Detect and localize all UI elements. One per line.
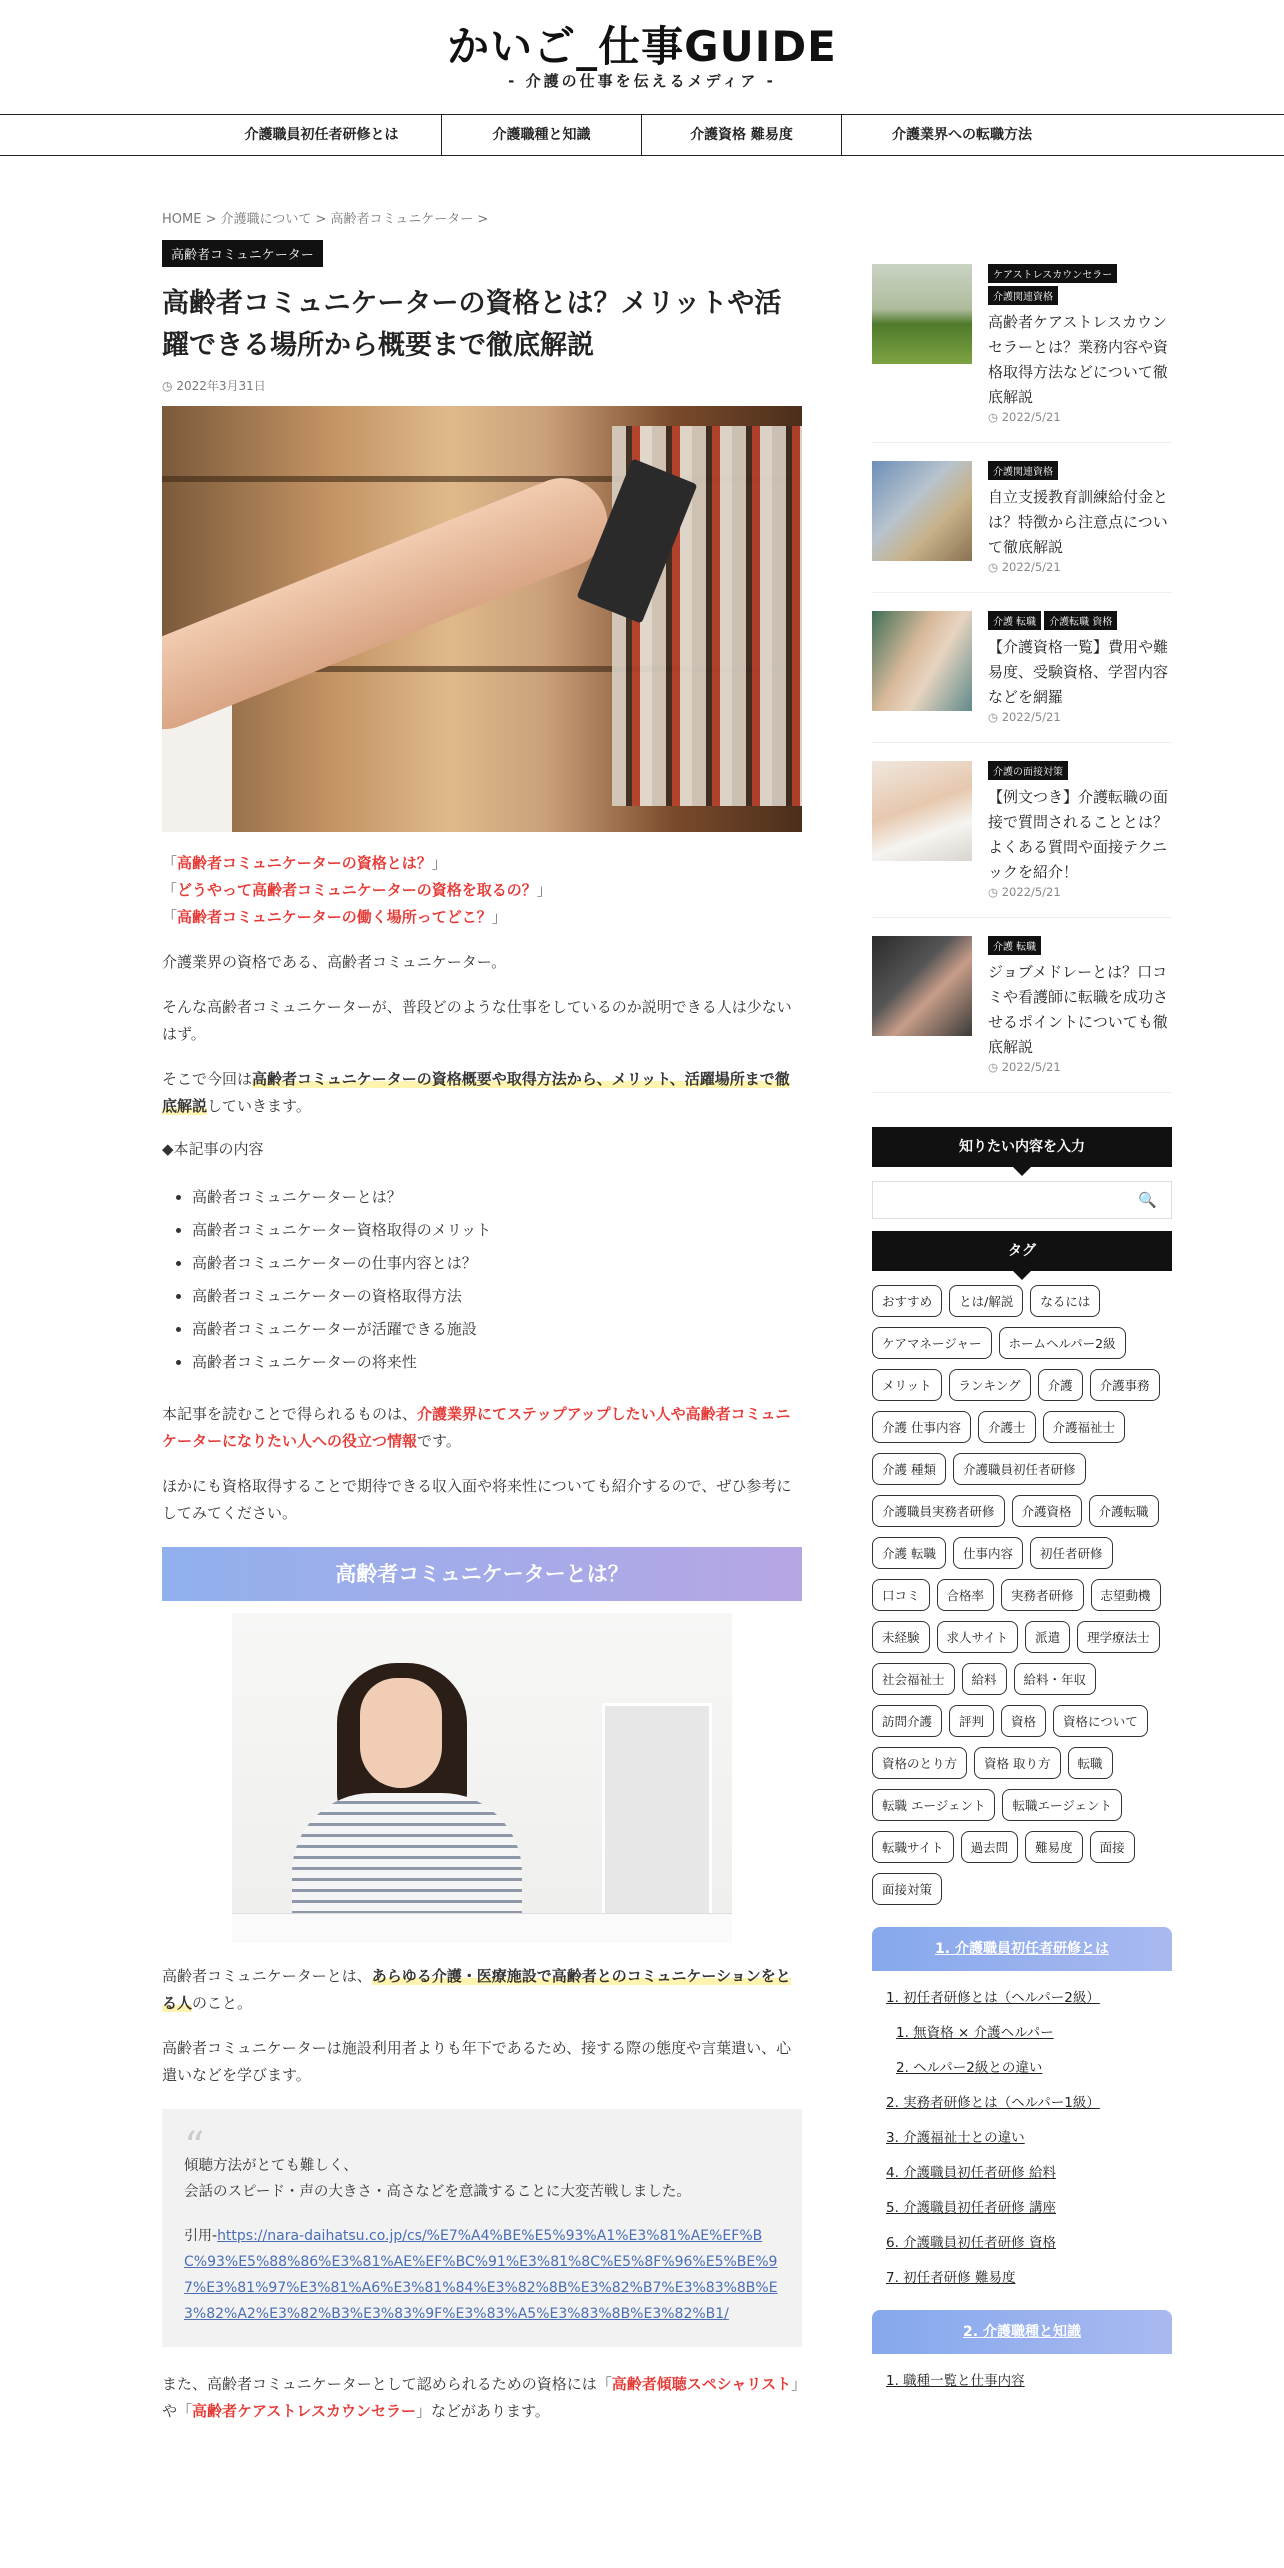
section-heading: 高齢者コミュニケーターとは？	[162, 1547, 802, 1601]
tag-link[interactable]: 訪問介護	[872, 1705, 942, 1737]
post-tag[interactable]: 介護関連資格	[988, 461, 1058, 480]
nav-item-nanido[interactable]: 介護資格 難易度	[642, 115, 842, 155]
paragraph: また、高齢者コミュニケーターとして認められるための資格には「高齢者傾聴スペシャリスト」や「高齢者ケアストレスカウンセラー」などがあります。	[162, 2375, 799, 2420]
tag-link[interactable]: 資格について	[1053, 1705, 1148, 1737]
sidebar-post-date: ◷ 2022/5/21	[988, 410, 1061, 424]
tag-link[interactable]: おすすめ	[872, 1285, 942, 1317]
paragraph: 本記事を読むことで得られるものは、介護業界にてステップアップしたい人や高齢者コミュニケーターになりたい人への役立つ情報です。	[162, 1405, 791, 1450]
tag-link[interactable]: 介護福祉士	[1043, 1411, 1126, 1443]
list-item: • 高齢者コミュニケーターの将来性	[192, 1346, 802, 1379]
post-date-text: 2022年3月31日	[176, 379, 266, 393]
tag-link[interactable]: 転職 エージェント	[872, 1789, 995, 1821]
toc-widget-1	[872, 1927, 1172, 2296]
list-item: • 高齢者コミュニケーターとは？	[192, 1181, 802, 1214]
quote-line: 会話のスピード・声の大きさ・高さなどを意識することに大変苦戦しました。	[184, 2184, 691, 2200]
toc-link[interactable]: 1. 職種一覧と仕事内容	[886, 2373, 1025, 2389]
tag-link[interactable]: 派遣	[1025, 1621, 1070, 1653]
tag-link[interactable]: 合格率	[937, 1579, 995, 1611]
breadcrumb-home[interactable]: HOME	[162, 212, 202, 227]
search-input[interactable]	[873, 1182, 1138, 1218]
toc-heading[interactable]: 2. 介護職種と知識	[872, 2310, 1172, 2354]
toc-list	[872, 2354, 1172, 2399]
list-item: • 高齢者コミュニケーターの仕事内容とは？	[192, 1247, 802, 1280]
sidebar-post-date: ◷ 2022/5/21	[988, 560, 1061, 574]
sidebar-post[interactable]	[872, 761, 1172, 918]
woman-studying-image	[232, 1613, 732, 1943]
lead-question: 「どうやって高齢者コミュニケーターの資格を取るの？」	[162, 881, 552, 899]
tag-link[interactable]: 実務者研修	[1001, 1579, 1084, 1611]
toc-link[interactable]: 5. 介護職員初任者研修 講座	[886, 2200, 1056, 2216]
tag-link[interactable]: 介護事務	[1090, 1369, 1160, 1401]
breadcrumb-current[interactable]: 高齢者コミュニケーター	[330, 212, 474, 227]
tag-link[interactable]: 仕事内容	[953, 1537, 1023, 1569]
tag-link[interactable]: 介護	[1038, 1369, 1083, 1401]
paragraph: 介護業界の資格である、高齢者コミュニケーター。	[162, 953, 507, 971]
search-icon[interactable]: 🔍	[1138, 1191, 1157, 1209]
sidebar-post-date: ◷ 2022/5/21	[988, 885, 1061, 899]
tag-link[interactable]: 評判	[949, 1705, 994, 1737]
tag-link[interactable]: 介護職員初任者研修	[953, 1453, 1086, 1485]
sidebar-post-date: ◷ 2022/5/21	[988, 710, 1061, 724]
post-tag[interactable]: 介護 転職	[988, 611, 1041, 630]
tag-link[interactable]: なるには	[1030, 1285, 1100, 1317]
toc-link[interactable]: 2. ヘルパー2級との違い	[896, 2060, 1043, 2076]
category-label[interactable]: 高齢者コミュニケーター	[162, 240, 323, 267]
post-thumbnail[interactable]	[872, 611, 972, 711]
post-tag[interactable]: 介護の面接対策	[988, 761, 1068, 780]
lead-questions	[162, 850, 802, 931]
tag-link[interactable]: 介護資格	[1012, 1495, 1082, 1527]
paragraph: 高齢者コミュニケーターとは、あらゆる介護・医療施設で高齢者とのコミュニケーションをとる人のこと。	[162, 1967, 791, 2012]
global-nav	[0, 114, 1284, 156]
tag-link[interactable]: 社会福祉士	[872, 1663, 955, 1695]
nav-item-tenshoku[interactable]: 介護業界への転職方法	[892, 127, 1032, 143]
post-tag[interactable]: 介護 転職	[988, 936, 1041, 955]
site-header	[0, 0, 1284, 114]
sidebar-post[interactable]	[872, 461, 1172, 593]
tag-link[interactable]: 理学療法士	[1077, 1621, 1160, 1653]
toc-list	[872, 1971, 1172, 2296]
tag-link[interactable]: 志望動機	[1091, 1579, 1161, 1611]
paragraph: そこで今回は高齢者コミュニケーターの資格概要や取得方法から、メリット、活躍場所まで徹底解説していきます。	[162, 1070, 790, 1115]
sidebar-post-date: ◷ 2022/5/21	[988, 1060, 1061, 1074]
quote-line: 傾聴方法がとても難しく、	[184, 2158, 358, 2174]
quote-source: 引用-https://nara-daihatsu.co.jp/cs/%E7%A4%BE%E5%93%A1%E3%81%AE%EF%BC%93%E5%88%86%E3%81%AE%EF%BC%91%E3%81%8C%E5%8F%96%E5%BE%97%E3%81%97%E3%81%A6%E3%81%84%E3%82%8B%E3%82%B7%E3%83%8B%E3%82%A2%E3%82%B3%E3%83%9F%E3%83%A5%E3%83%8B%E3%82%B1/	[184, 2228, 778, 2322]
tag-link[interactable]: 給料・年収	[1014, 1663, 1097, 1695]
list-item: • 高齢者コミュニケーターが活躍できる施設	[192, 1313, 802, 1346]
post-thumbnail[interactable]	[872, 461, 972, 561]
paragraph: 高齢者コミュニケーターは施設利用者よりも年下であるため、接する際の態度や言葉遣い、心遣いなどを学びます。	[162, 2039, 792, 2084]
toc-title: ◆本記事の内容	[162, 1140, 264, 1158]
toc-link[interactable]: 1. 初任者研修とは（ヘルパー2級）	[886, 1990, 1100, 2006]
nav-item-shoninsha[interactable]: 介護職員初任者研修とは	[202, 115, 442, 155]
paragraph: ほかにも資格取得することで期待できる収入面や将来性についても紹介するので、ぜひ参考にしてみてください。	[162, 1477, 792, 1522]
tag-link[interactable]: 資格のとり方	[872, 1747, 967, 1779]
sidebar-post-title[interactable]: 【例文つき】介護転職の面接で質問されることとは？よくある質問や面接テクニックを紹介！	[988, 788, 1169, 881]
quote-source-link[interactable]: https://nara-daihatsu.co.jp/cs/%E7%A4%BE%E5%93%A1%E3%81%AE%EF%BC%93%E5%88%86%E3%81%AE%EF%BC%91%E3%81%8C%E5%8F%96%E5%BE%97%E3%81%97%E3%81%A6%E3%81%84%E3%82%8B%E3%82%B7%E3%83%8B%E3%82%A2%E3%82%B3%E3%83%9F%E3%83%A5%E3%83%8B%E3%82%B1/	[184, 2228, 778, 2322]
article-contents-list	[192, 1181, 802, 1379]
tag-link[interactable]: とは/解説	[949, 1285, 1023, 1317]
tag-link[interactable]: 給料	[962, 1663, 1007, 1695]
tag-link[interactable]: 難易度	[1025, 1831, 1083, 1863]
toc-link[interactable]: 1. 無資格 × 介護ヘルパー	[896, 2025, 1054, 2041]
tag-link[interactable]: 初任者研修	[1030, 1537, 1113, 1569]
site-tagline: - 介護の仕事を伝えるメディア -	[508, 72, 776, 90]
search-widget-title: 知りたい内容を入力	[872, 1127, 1172, 1167]
sidebar-post-title[interactable]: ジョブメドレーとは？口コミや看護師に転職を成功させるポイントについても徹底解説	[988, 963, 1169, 1056]
tag-link[interactable]: 介護 種類	[872, 1453, 946, 1485]
lead-question: 「高齢者コミュニケーターの働く場所ってどこ？」	[162, 908, 507, 926]
sidebar-post[interactable]	[872, 936, 1172, 1093]
breadcrumb-category[interactable]: 介護職について	[220, 212, 312, 227]
post-tag[interactable]: 介護転職 資格	[1044, 611, 1117, 630]
toc-widget-2	[872, 2310, 1172, 2399]
tag-link[interactable]: 過去問	[961, 1831, 1019, 1863]
toc-link[interactable]: 3. 介護福祉士との違い	[886, 2130, 1025, 2146]
paragraph: そんな高齢者コミュニケーターが、普段どのような仕事をしているのか説明できる人は少ないはず。	[162, 998, 792, 1043]
tag-link[interactable]: 面接対策	[872, 1873, 942, 1905]
tag-link[interactable]: 介護士	[978, 1411, 1036, 1443]
hero-image-bookshelf	[162, 406, 802, 832]
toc-link[interactable]: 7. 初任者研修 難易度	[886, 2270, 1016, 2286]
tag-cloud	[872, 1285, 1172, 1905]
sidebar-post[interactable]	[872, 264, 1172, 443]
quote-icon: “	[184, 2124, 205, 2170]
post-thumbnail[interactable]	[872, 264, 972, 364]
search-box	[872, 1181, 1172, 1219]
tag-link[interactable]: 介護転職	[1089, 1495, 1159, 1527]
tag-widget-title: タグ	[872, 1231, 1172, 1271]
tag-link[interactable]: 口コミ	[872, 1579, 930, 1611]
breadcrumb: HOME > 介護職について > 高齢者コミュニケーター >	[162, 212, 489, 227]
post-tag[interactable]: 介護関連資格	[988, 286, 1058, 305]
sidebar-post-title[interactable]: 【介護資格一覧】費用や難易度、受験資格、学習内容などを網羅	[988, 638, 1169, 706]
article-main	[162, 208, 802, 2425]
clock-icon: ◷	[162, 379, 173, 393]
sidebar-post-title[interactable]: 自立支援教育訓練給付金とは？特徴から注意点について徹底解説	[988, 488, 1169, 556]
tag-link[interactable]: ホームヘルパー2級	[999, 1327, 1126, 1359]
list-item: • 高齢者コミュニケーター資格取得のメリット	[192, 1214, 802, 1247]
tag-link[interactable]: 転職サイト	[872, 1831, 954, 1863]
tag-link[interactable]: ケアマネージャー	[872, 1327, 992, 1359]
post-tag[interactable]: ケアストレスカウンセラー	[988, 264, 1117, 283]
tag-link[interactable]: 介護 転職	[872, 1537, 946, 1569]
lead-question: 「高齢者コミュニケーターの資格とは？」	[162, 854, 447, 872]
tag-link[interactable]: 未経験	[872, 1621, 930, 1653]
tag-link[interactable]: 転職	[1068, 1747, 1113, 1779]
tag-link[interactable]: 求人サイト	[937, 1621, 1019, 1653]
blockquote	[162, 2109, 802, 2347]
toc-heading[interactable]: 1. 介護職員初任者研修とは	[872, 1927, 1172, 1971]
tag-link[interactable]: メリット	[872, 1369, 942, 1401]
sidebar-post-title[interactable]: 高齢者ケアストレスカウンセラーとは？業務内容や資格取得方法などについて徹底解説	[988, 313, 1169, 406]
tag-link[interactable]: 転職エージェント	[1002, 1789, 1122, 1821]
list-item: • 高齢者コミュニケーターの資格取得方法	[192, 1280, 802, 1313]
tag-link[interactable]: 資格	[1001, 1705, 1046, 1737]
tag-link[interactable]: 面接	[1090, 1831, 1135, 1863]
post-thumbnail[interactable]	[872, 761, 972, 861]
tag-link[interactable]: ランキング	[949, 1369, 1031, 1401]
site-logo[interactable]: かいご_仕事GUIDE	[447, 22, 837, 71]
toc-link[interactable]: 4. 介護職員初任者研修 給料	[886, 2165, 1056, 2181]
tag-link[interactable]: 介護 仕事内容	[872, 1411, 971, 1443]
tag-link[interactable]: 資格 取り方	[974, 1747, 1060, 1779]
post-title: 高齢者コミュニケーターの資格とは？メリットや活躍できる場所から概要まで徹底解説	[162, 288, 782, 361]
post-thumbnail[interactable]	[872, 936, 972, 1036]
tag-link[interactable]: 介護職員実務者研修	[872, 1495, 1005, 1527]
nav-item-shokushu[interactable]: 介護職種と知識	[442, 115, 642, 155]
sidebar-post[interactable]	[872, 611, 1172, 743]
post-date	[162, 377, 802, 394]
toc-link[interactable]: 6. 介護職員初任者研修 資格	[886, 2235, 1056, 2251]
toc-link[interactable]: 2. 実務者研修とは（ヘルパー1級）	[886, 2095, 1100, 2111]
sidebar	[872, 264, 1172, 2399]
